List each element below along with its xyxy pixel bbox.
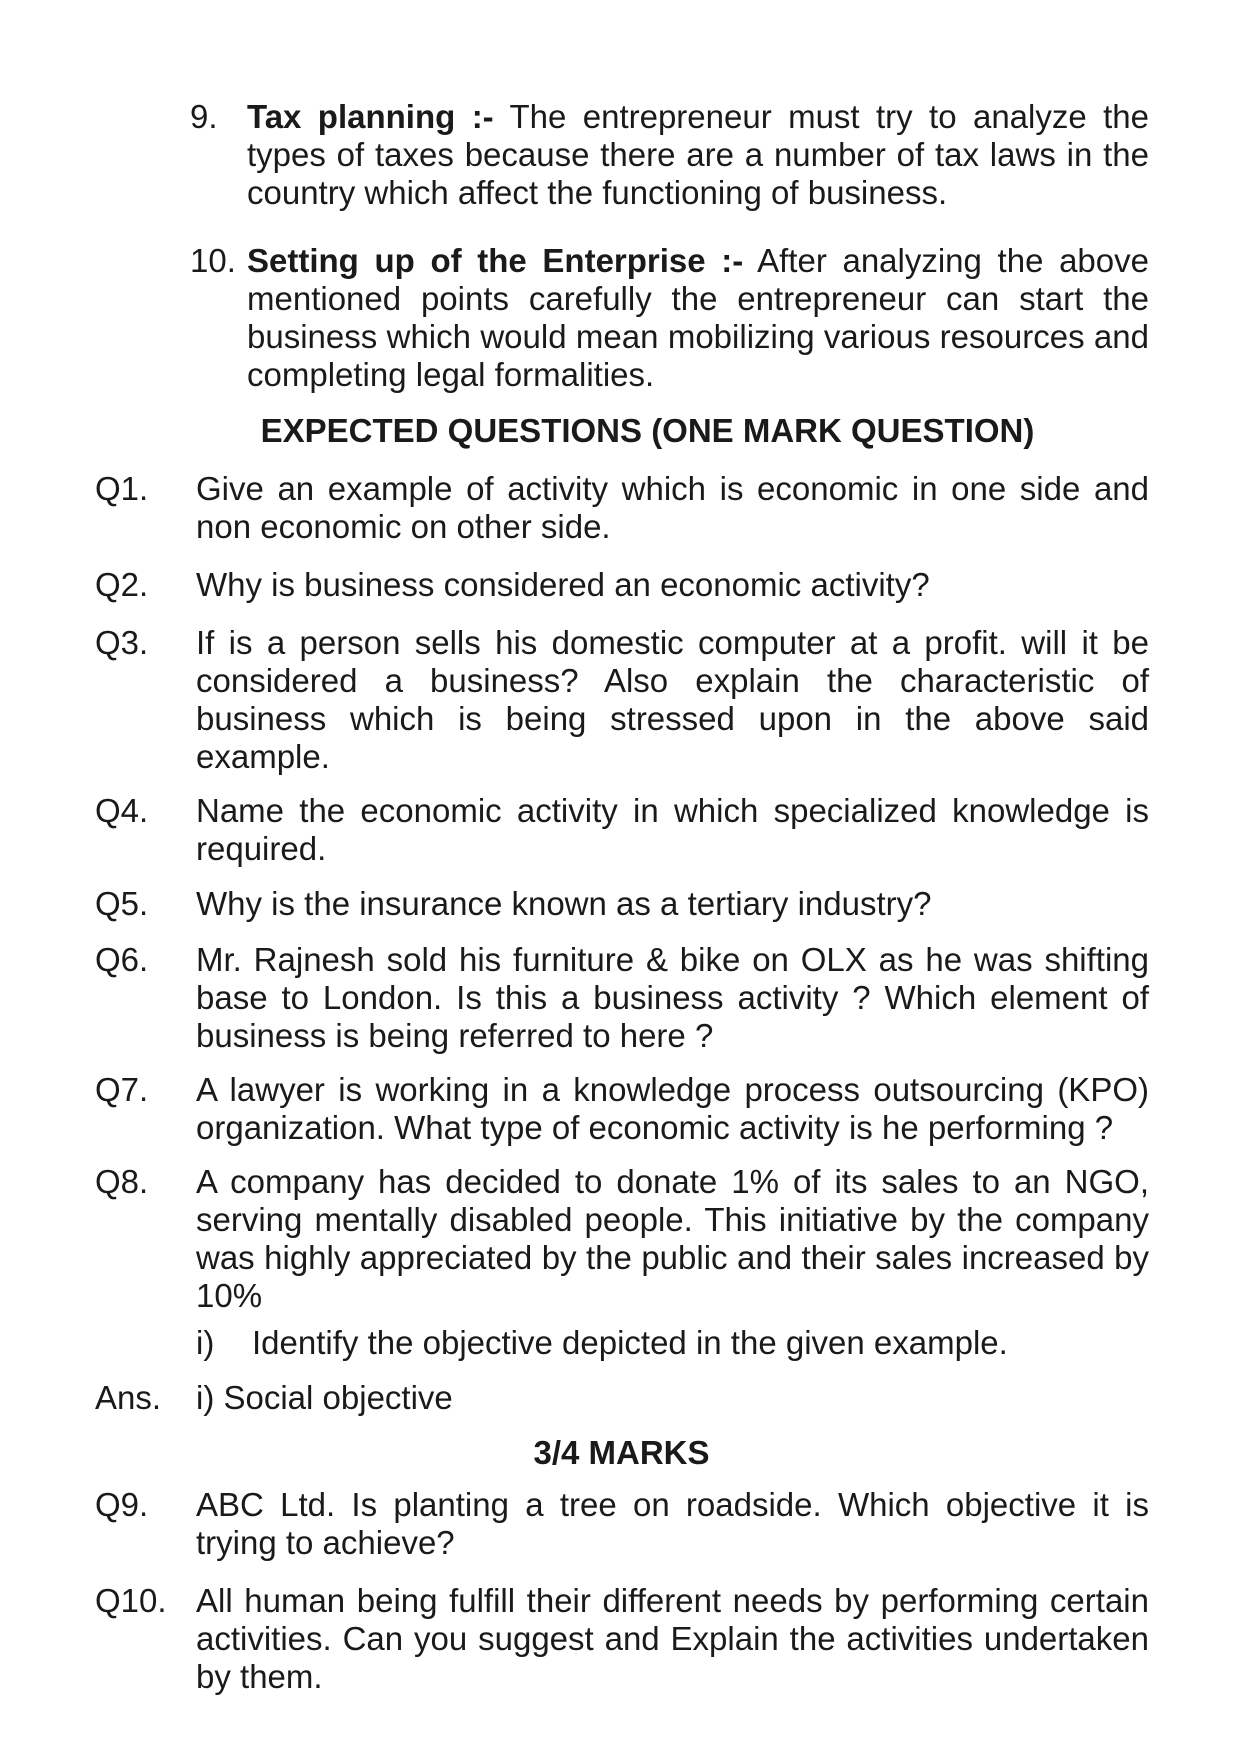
question-label: Q9.	[95, 1486, 149, 1523]
section-heading: 3/4 MARKS	[533, 1434, 710, 1471]
question-text: Mr. Rajnesh sold his furniture & bike on OLX as he was shifting base to London. Is this a business activity ? Which element of business is being referred to here ?	[196, 941, 1149, 1054]
sub-question-text: Identify the objective depicted in the given example.	[252, 1324, 1008, 1361]
question-text: A lawyer is working in a knowledge process outsourcing (KPO) organization. What type of economic activity is he performing ?	[196, 1071, 1149, 1146]
point-title: Tax planning :-	[247, 98, 494, 135]
question-text: If is a person sells his domestic computer at a profit. will it be considered a business? Also explain the characteristic of business which is being stressed upon in the above said example.	[196, 624, 1149, 775]
point-paragraph	[247, 242, 1149, 394]
question-label: Q7.	[95, 1071, 149, 1108]
question-label: Q3.	[95, 624, 149, 661]
question-text: A company has decided to donate 1% of its sales to an NGO, serving mentally disabled people. This initiative by the company was highly appreciated by the public and their sales increased by 10%	[196, 1163, 1149, 1314]
section-heading: EXPECTED QUESTIONS (ONE MARK QUESTION)	[260, 412, 1035, 449]
question-label: Q1.	[95, 470, 149, 507]
point-number: 10.	[190, 242, 236, 279]
answer-label: Ans.	[95, 1379, 162, 1416]
question-label: Q10.	[95, 1582, 167, 1619]
question-label: Q8.	[95, 1163, 149, 1200]
question-text: Give an example of activity which is economic in one side and non economic on other side.	[196, 470, 1149, 545]
question-text: ABC Ltd. Is planting a tree on roadside. Which objective it is trying to achieve?	[196, 1486, 1149, 1561]
question-text: Why is the insurance known as a tertiary industry?	[196, 885, 932, 922]
answer-text: i) Social objective	[196, 1379, 453, 1416]
point-title: Setting up of the Enterprise :-	[247, 242, 744, 279]
question-label: Q2.	[95, 566, 149, 603]
question-text: All human being fulfill their different needs by performing certain activities. Can you suggest and Explain the activities undertaken by them.	[196, 1582, 1149, 1695]
point-number: 9.	[190, 98, 218, 135]
point-text: The entrepreneur must try to analyze the types of taxes because there are a number of tax laws in the country which affect the functioning of business.	[247, 98, 1149, 211]
sub-question-label: i)	[196, 1324, 215, 1361]
question-text: Name the economic activity in which specialized knowledge is required.	[196, 792, 1149, 867]
point-paragraph	[247, 98, 1149, 212]
question-label: Q6.	[95, 941, 149, 978]
question-text: Why is business considered an economic activity?	[196, 566, 930, 603]
point-text: After analyzing the above mentioned points carefully the entrepreneur can start the business which would mean mobilizing various resources and completing legal formalities.	[247, 242, 1149, 393]
question-label: Q5.	[95, 885, 149, 922]
question-label: Q4.	[95, 792, 149, 829]
